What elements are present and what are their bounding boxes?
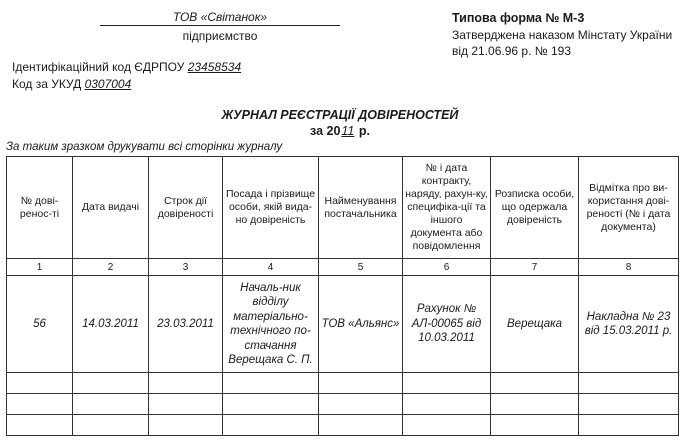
- edrpou-label: Ідентифікаційний код ЄДРПОУ: [12, 60, 185, 74]
- ukud-label: Код за УКУД: [12, 77, 82, 91]
- organization-name: ТОВ «Світанок»: [100, 10, 340, 26]
- col-number: 7: [491, 259, 579, 276]
- col-header-signature: Розписка особи, що одержала довіреність: [491, 157, 579, 259]
- empty-cell: [403, 415, 491, 436]
- empty-cell: [491, 394, 579, 415]
- journal-note: За таким зразком друкувати всі сторінки журналу: [6, 141, 283, 153]
- empty-row: [7, 394, 679, 415]
- empty-cell: [7, 394, 73, 415]
- empty-cell: [149, 394, 223, 415]
- empty-row: [7, 373, 679, 394]
- year-end: р.: [355, 124, 370, 138]
- col-header-issue-date: Дата видачі: [73, 157, 149, 259]
- empty-cell: [223, 394, 319, 415]
- cell-usage-mark: Накладна № 23 від 15.03.2011 р.: [579, 276, 679, 373]
- empty-cell: [73, 415, 149, 436]
- edrpou-line: [12, 60, 241, 74]
- approved-line-2: від 21.06.96 р. № 193: [452, 44, 571, 58]
- col-number: 4: [223, 259, 319, 276]
- col-header-usage-mark: Відмітка про ви-користання дові-реності (№ і дата документа): [579, 157, 679, 259]
- table-row: [7, 276, 679, 373]
- empty-cell: [319, 415, 403, 436]
- col-header-number: № дові-ренос-ті: [7, 157, 73, 259]
- col-number: 1: [7, 259, 73, 276]
- empty-row: [7, 415, 679, 436]
- col-header-document: № і дата контракту, наряду, рахун-ку, специфіка-ції та іншого документа або повідомлення: [403, 157, 491, 259]
- cell-document: Рахунок № АЛ-00065 від 10.03.2011: [403, 276, 491, 373]
- col-number: 3: [149, 259, 223, 276]
- col-header-position-name: Посада і прізвище особи, якій вида-но довіреність: [223, 157, 319, 259]
- ukud-code: 0307004: [84, 77, 132, 91]
- journal-table: [6, 156, 679, 436]
- col-header-valid-until: Строк дії довіреності: [149, 157, 223, 259]
- empty-cell: [7, 373, 73, 394]
- column-numbers-row: [7, 259, 679, 276]
- empty-cell: [319, 373, 403, 394]
- col-number: 5: [319, 259, 403, 276]
- col-header-supplier: Найменування постачальника: [319, 157, 403, 259]
- empty-cell: [403, 373, 491, 394]
- journal-year: [0, 124, 680, 138]
- col-number: 8: [579, 259, 679, 276]
- form-title: Типова форма № М-3: [452, 11, 585, 25]
- cell-signature: Верещака: [491, 276, 579, 373]
- cell-number: 56: [7, 276, 73, 373]
- empty-cell: [149, 415, 223, 436]
- empty-cell: [149, 373, 223, 394]
- ukud-line: [12, 77, 131, 91]
- year-suffix: 11: [341, 124, 355, 138]
- empty-cell: [491, 373, 579, 394]
- edrpou-code: 23458534: [187, 60, 242, 74]
- cell-supplier: ТОВ «Альянс»: [319, 276, 403, 373]
- empty-cell: [491, 415, 579, 436]
- header-row: [7, 157, 679, 259]
- organization-caption: підприємство: [182, 29, 258, 43]
- journal-title: ЖУРНАЛ РЕЄСТРАЦІЇ ДОВІРЕНОСТЕЙ: [221, 108, 459, 122]
- empty-cell: [7, 415, 73, 436]
- empty-cell: [319, 394, 403, 415]
- empty-cell: [403, 394, 491, 415]
- empty-cell: [579, 415, 679, 436]
- cell-position-name: Началь-ник відділу матеріально-технічного по-стачання Верещака С. П.: [223, 276, 319, 373]
- empty-cell: [73, 394, 149, 415]
- col-number: 2: [73, 259, 149, 276]
- empty-cell: [223, 415, 319, 436]
- cell-valid-until: 23.03.2011: [149, 276, 223, 373]
- col-number: 6: [403, 259, 491, 276]
- approved-line-1: Затверджена наказом Мінстату України: [452, 28, 673, 42]
- year-prefix: за 20: [310, 124, 341, 138]
- empty-cell: [73, 373, 149, 394]
- cell-issue-date: 14.03.2011: [73, 276, 149, 373]
- empty-cell: [579, 394, 679, 415]
- empty-cell: [223, 373, 319, 394]
- empty-cell: [579, 373, 679, 394]
